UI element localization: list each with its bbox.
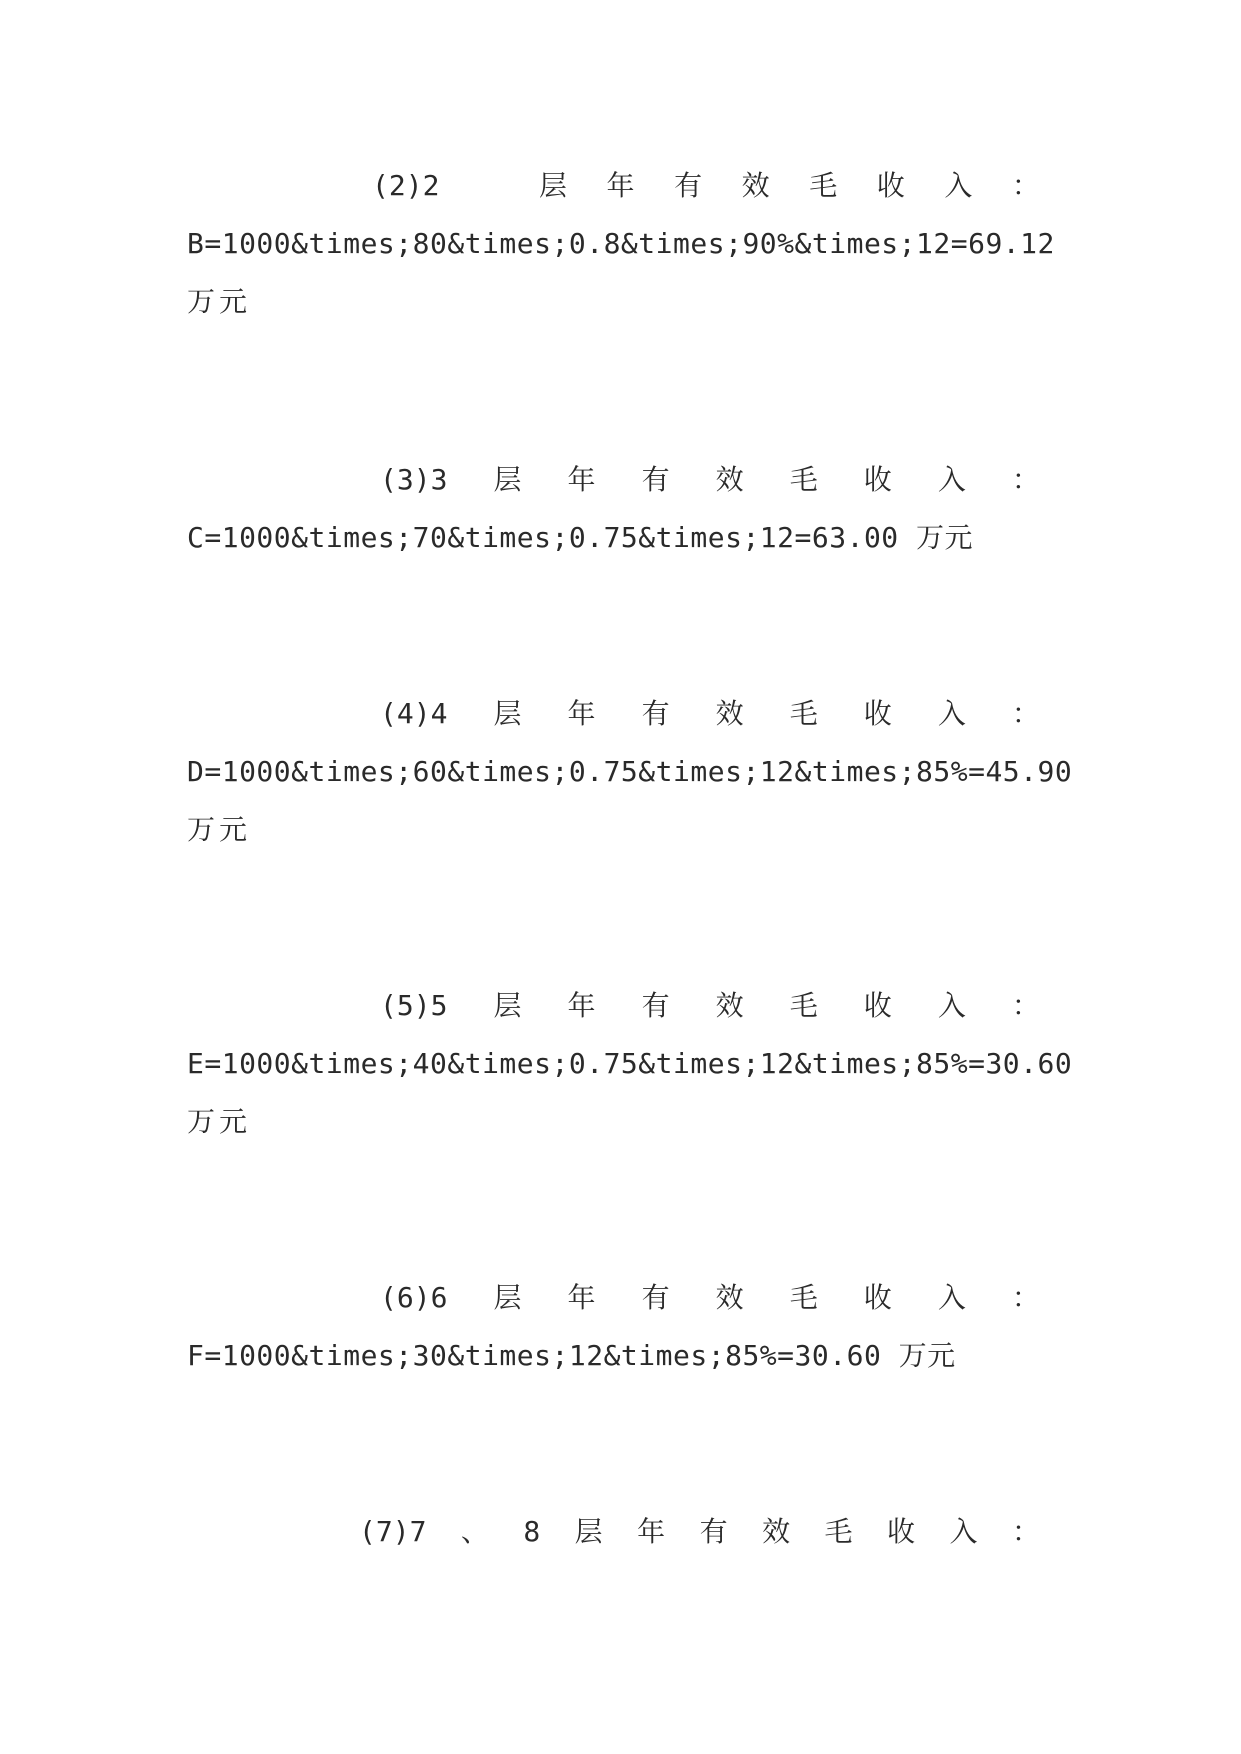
heading-char: 效 xyxy=(715,697,744,730)
paragraph-heading xyxy=(187,1269,1040,1327)
heading-char: 层 xyxy=(493,1281,522,1314)
heading-char: 有 xyxy=(641,697,670,730)
item-label: (4)4 xyxy=(380,697,448,730)
unit-line: 万元 xyxy=(187,285,252,318)
heading-char: ： xyxy=(1011,463,1040,496)
unit-line: 万元 xyxy=(187,1105,252,1138)
heading-char: 层 xyxy=(493,989,522,1022)
heading-char: 年 xyxy=(567,463,596,496)
heading-char: 年 xyxy=(637,1515,666,1548)
paragraph-floor-2 xyxy=(187,157,1055,331)
item-label: (3)3 xyxy=(380,463,448,496)
heading-char: ： xyxy=(1011,1515,1040,1548)
heading-char: 收 xyxy=(876,169,905,202)
formula-line: F=1000&times;30&times;12&times;85%=30.60 万元 xyxy=(187,1339,956,1372)
heading-char: 年 xyxy=(606,169,635,202)
heading-char: 年 xyxy=(567,1281,596,1314)
heading-char: 8 xyxy=(523,1515,541,1548)
heading-char: 收 xyxy=(863,989,892,1022)
item-label: (5)5 xyxy=(380,989,448,1022)
paragraph-heading xyxy=(187,1503,1040,1561)
heading-char: 入 xyxy=(937,463,966,496)
heading-char: 效 xyxy=(762,1515,791,1548)
item-label: (6)6 xyxy=(380,1281,448,1314)
heading-char: 收 xyxy=(863,1281,892,1314)
heading-char: 、 xyxy=(460,1515,489,1548)
heading-char: 有 xyxy=(699,1515,728,1548)
paragraph-heading xyxy=(187,977,1040,1035)
formula-line: C=1000&times;70&times;0.75&times;12=63.00 万元 xyxy=(187,521,974,554)
item-label: (7)7 xyxy=(359,1515,427,1548)
heading-char: 层 xyxy=(493,697,522,730)
heading-char: 年 xyxy=(567,697,596,730)
paragraph-heading xyxy=(187,685,1040,743)
heading-char: 毛 xyxy=(824,1515,853,1548)
item-label: (2)2 xyxy=(372,169,440,202)
heading-char: 收 xyxy=(887,1515,916,1548)
heading-char: 效 xyxy=(715,463,744,496)
heading-char: 收 xyxy=(863,697,892,730)
heading-char: 毛 xyxy=(789,697,818,730)
heading-char: 入 xyxy=(949,1515,978,1548)
paragraph-floor-3 xyxy=(187,451,1040,567)
paragraph-floor-5 xyxy=(187,977,1073,1151)
heading-char: 毛 xyxy=(789,463,818,496)
heading-char: ： xyxy=(1011,1281,1040,1314)
heading-char: ： xyxy=(1011,169,1040,202)
heading-char: 效 xyxy=(715,1281,744,1314)
heading-char: 层 xyxy=(574,1515,603,1548)
heading-char: 有 xyxy=(641,989,670,1022)
formula-line: E=1000&times;40&times;0.75&times;12&times;85%=30.60 xyxy=(187,1047,1073,1080)
heading-char: 层 xyxy=(538,169,567,202)
paragraph-floor-4 xyxy=(187,685,1073,859)
paragraph-floor-6 xyxy=(187,1269,1040,1385)
unit-line: 万元 xyxy=(187,813,252,846)
heading-char: 有 xyxy=(641,1281,670,1314)
paragraph-heading xyxy=(187,451,1040,509)
paragraph-floor-7-8 xyxy=(187,1503,1040,1561)
heading-char: ： xyxy=(1011,989,1040,1022)
paragraph-heading xyxy=(187,157,1040,215)
heading-char: 年 xyxy=(567,989,596,1022)
heading-char: 入 xyxy=(937,1281,966,1314)
heading-char: 入 xyxy=(944,169,973,202)
heading-char: 毛 xyxy=(809,169,838,202)
heading-char: 毛 xyxy=(789,989,818,1022)
heading-char: 入 xyxy=(937,989,966,1022)
heading-char: 效 xyxy=(715,989,744,1022)
heading-char: 毛 xyxy=(789,1281,818,1314)
heading-char: 入 xyxy=(937,697,966,730)
heading-char: 层 xyxy=(493,463,522,496)
heading-char: 效 xyxy=(741,169,770,202)
formula-line: B=1000&times;80&times;0.8&times;90%&times;12=69.12 xyxy=(187,227,1055,260)
heading-char: ： xyxy=(1011,697,1040,730)
heading-char: 有 xyxy=(641,463,670,496)
heading-char: 有 xyxy=(674,169,703,202)
heading-char: 收 xyxy=(863,463,892,496)
formula-line: D=1000&times;60&times;0.75&times;12&times;85%=45.90 xyxy=(187,755,1073,788)
